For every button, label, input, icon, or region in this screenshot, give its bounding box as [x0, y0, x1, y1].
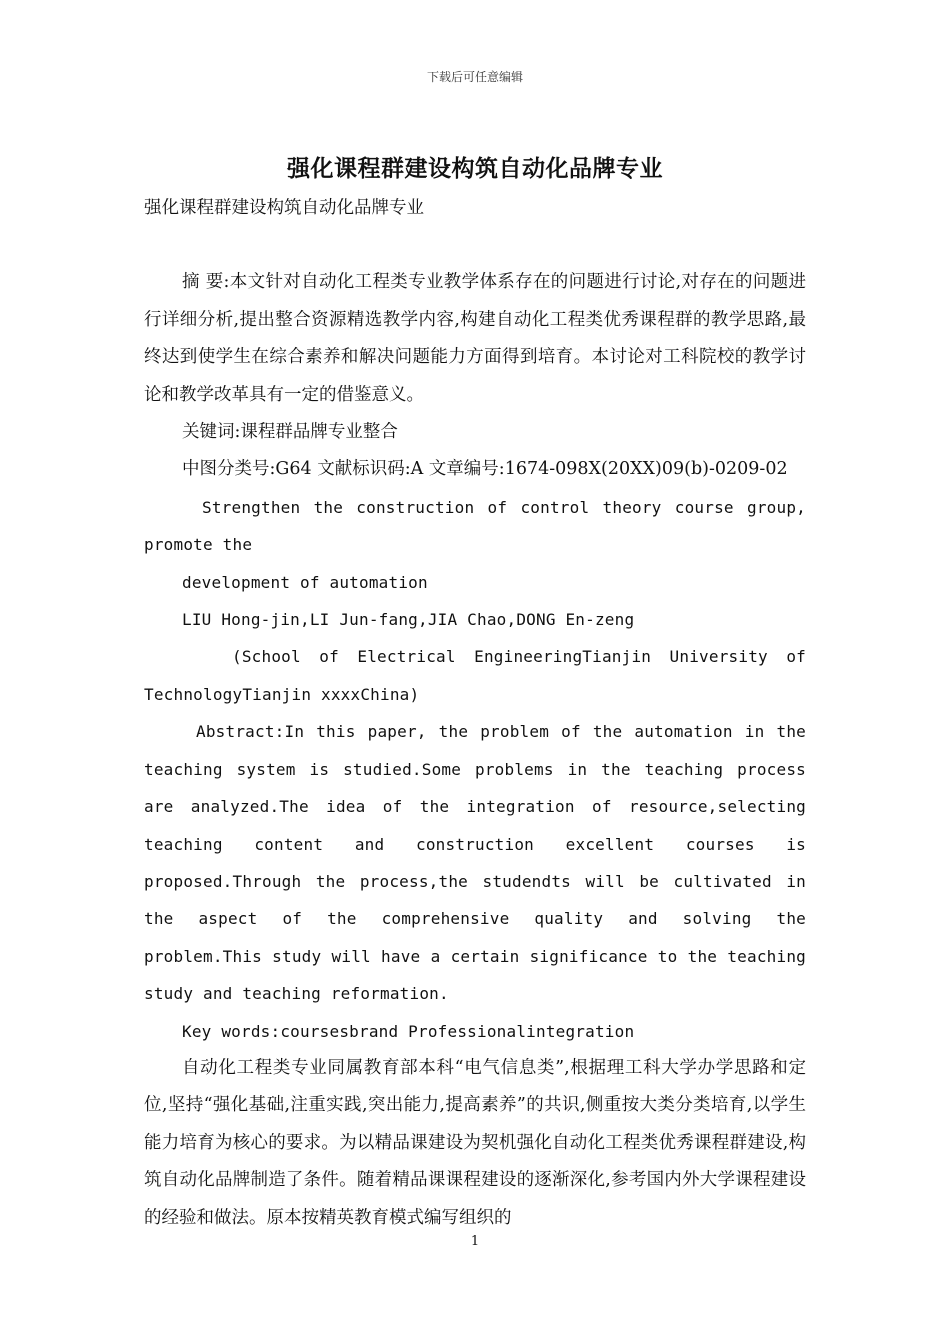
title-en: Strengthen the construction of control theory course group, promote the: [144, 497, 806, 555]
authors-en: LIU Hong-jin,LI Jun-fang,JIA Chao,DONG En-zeng: [182, 610, 635, 630]
abstract-en: Abstract:In this paper, the problem of the automation in the teaching system is studied.Some problems in the teaching process are analyzed.The idea of the integration of resource,selecting teaching content and construction excellent courses is proposed.Through the process,the studendts will be cultivated in the aspect of the comprehensive quality and solving the problem.This study will have a certain significance to the teaching study and teaching reformation.: [144, 722, 806, 1004]
title-en-continued: development of automation: [182, 572, 428, 592]
page-header-note: 下载后可任意编辑: [426, 70, 523, 84]
classification-info: 中图分类号:G64 文献标识码:A 文章编号:1674-098X(20XX)09(b)-0209-02: [182, 459, 788, 480]
abstract-cn: 摘 要:本文针对自动化工程类专业教学体系存在的问题进行讨论,对存在的问题进行详细分析,提出整合资源精选教学内容,构建自动化工程类优秀课程群的教学思路,最终达到使学生在综合素养和解决问题能力方面得到培育。本讨论对工科院校的教学讨论和教学改革具有一定的借鉴意义。: [144, 272, 806, 405]
subtitle: 强化课程群建设构筑自动化品牌专业: [144, 198, 424, 218]
keywords-cn: 关键词:课程群品牌专业整合: [182, 422, 398, 443]
page-number: 1: [470, 1234, 480, 1249]
document-title: 强化课程群建设构筑自动化品牌专业: [287, 155, 663, 182]
keywords-en: Key words:coursesbrand Professionalintegration: [182, 1021, 635, 1041]
document-body: [144, 190, 806, 1237]
body-paragraph: 自动化工程类专业同属教育部本科“电气信息类”,根据理工科大学办学思路和定位,坚持“强化基础,注重实践,突出能力,提高素养”的共识,侧重按大类分类培育,以学生能力培育为核心的要求。为以精品课建设为契机强化自动化工程类优秀课程群建设,构筑自动化品牌制造了条件。随着精品课课程建设的逐渐深化,参考国内外大学课程建设的经验和做法。原本按精英教育模式编写组织的: [144, 1057, 806, 1228]
affiliation-en: (School of Electrical EngineeringTianjin University of TechnologyTianjin xxxxChina): [144, 647, 806, 704]
